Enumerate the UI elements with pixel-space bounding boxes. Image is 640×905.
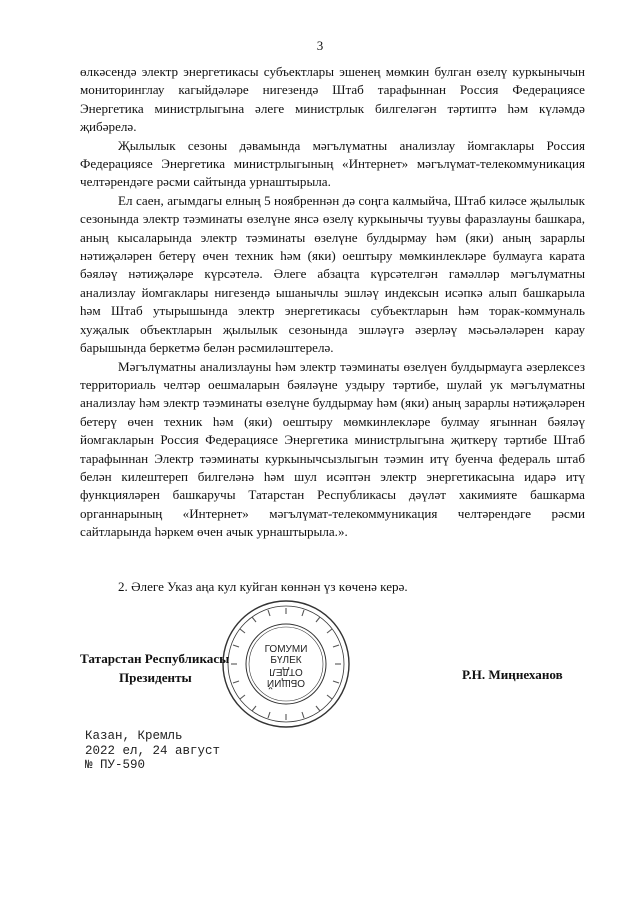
paragraph-3: Ел саен, агымдагы елның 5 ноябреннән дә соңга калмыйча, Штаб киләсе җылылык сезонында электр тәэминаты өзелүне янсә өзелү куркынычы туувы фаразлауны башкара, аның кысаларында электр тәэминаты өзелүне булдырмау һәм (яки) аның зарарлы нәтиҗәләрен бетерү өчен техник һәм (яки) оештыру мөмкинлекләре булмауга карата бәяләү нәтиҗәләре күрсәтелә. Әлеге абзацта күрсәтелгән гамәлләр мәгълүматны анализлау йомгаклары нигезендә ышанычлы эшләү индексын исәпкә алып башкарыла һәм Штаб утырышында электр энергетикасы субъектларын һәм торак-коммуналь хуҗалык объектларын җылылык сезонында эшләүгә әзерләү мәсьәләләрен карау барышында беркетмә белән рәсмиләштерелә.	[80, 192, 585, 356]
seal-line-1: ГОМУМИ	[264, 644, 308, 655]
paragraph-1: өлкәсендә электр энергетикасы субъектлары эшенең мөмкин булган өзелү куркынычын мониторинглау кагыйдәләре нигезендә Штаб тарафыннан Россия Федерациясе Энергетика министрлыгына әлеге министрлык билгеләгән тәртиптә һәм күләмдә җибәрелә.	[80, 64, 585, 135]
decree-number: № ПУ-590	[85, 758, 146, 772]
date-line: 2022 ел, 24 август	[85, 743, 221, 758]
clause-2: 2. Әлеге Указ аңа кул куйган көннән үз көченә керә.	[118, 579, 408, 594]
place-date-number	[85, 729, 220, 773]
signature-title-line-2: Президенты	[119, 670, 192, 685]
seal-line-3: ОБЩИЙ	[266, 677, 306, 688]
paragraph-2: Җылылык сезоны дәвамында мәгълүматны анализлау йомгаклары Россия Федерациясе Энергетика министрлыгының «Интернет» мәгълүмат-телекоммуникация челтәрендәге рәсми сайтында урнаштырыла.	[80, 137, 585, 190]
seal-line-2: БҮЛЕК	[270, 655, 302, 666]
seal-line-4: ОТДЕЛ	[269, 666, 303, 677]
place-line: Казан, Кремль	[85, 729, 183, 743]
signature-title-line-1: Татарстан Республикасы	[80, 651, 230, 666]
signature-title	[80, 649, 229, 687]
official-seal	[220, 598, 352, 730]
decree-text	[80, 63, 585, 542]
page-number: 3	[316, 38, 324, 53]
paragraph-4: Мәгълүматны анализлауны һәм электр тәэминаты өзелүен булдырмауга әзерлексез территориаль челтәр оешмаларын бәяләүне уздыру тәртибе, шулай ук мәгълүматны анализлау һәм электр тәэминаты өзелүне булдырмау һәм (яки) аның зарарлы нәтиҗәләрен бетерү өчен техник һәм (яки) оештыру мөмкинлекләре булмау ягыннан бәяләү йомгакларын Россия Федерациясе Энергетика министрлыгына җиткерү тәртибе Штаб тарафыннан Электр тәэминаты куркынычсызлыгын тәэмин итү буенча федераль штаб белән килештереп билгеләнә һәм шул исәптән электр энергетикасына идарә итү функцияләрен башкаручы Татарстан Республикасы дәүләт хакимияте башкарма органнарының «Интернет» мәгълүмат-телекоммуникация челтәрендәге рәсми сайтларында һәркем өчен ачык урнаштырыла.».	[80, 358, 585, 540]
signatory-name: Р.Н. Миңнеханов	[462, 667, 563, 682]
